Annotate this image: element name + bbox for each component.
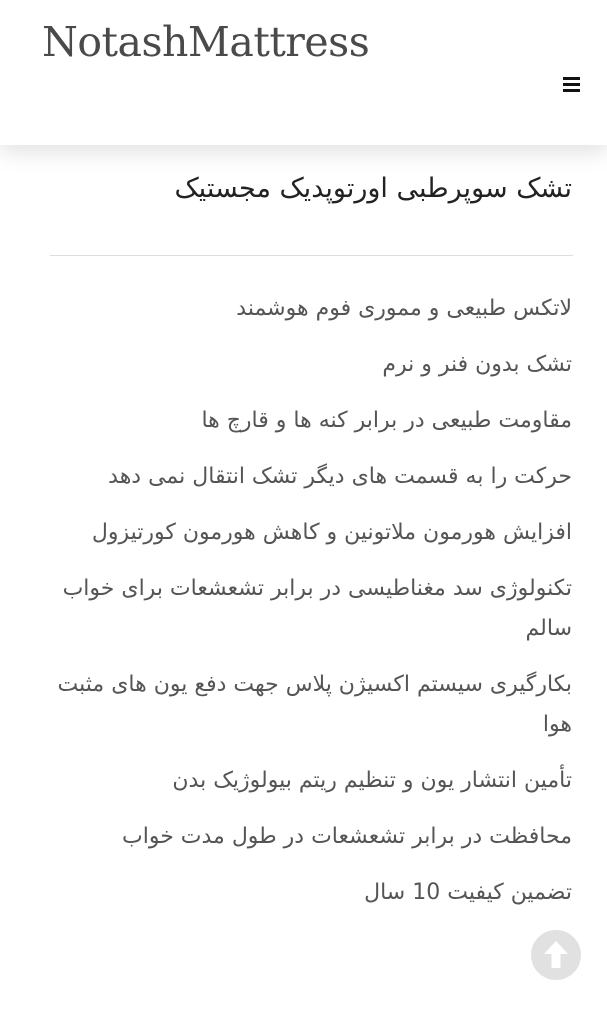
feature-item: افزایش هورمون ملاتونین و کاهش هورمون کورتیزول [91,520,572,545]
menu-bar-top [563,77,580,80]
feature-item: تشک بدون فنر و نرم [382,352,572,377]
title-divider [50,255,573,256]
feature-item: مقاومت طبیعی در برابر کنه ها و قارچ ها [201,408,572,433]
menu-bar-middle [563,83,580,86]
feature-item: تأمین انتشار یون و تنظیم ریتم بیولوژیک بدن [172,768,572,793]
hamburger-menu-icon[interactable] [560,75,584,95]
site-header [0,0,607,145]
feature-item: تضمین کیفیت 10 سال [364,880,572,905]
feature-item: محافظت در برابر تشعشعات در طول مدت خواب [122,824,572,849]
feature-item: بکارگیری سیستم اکسیژن پلاس جهت دفع یون های مثبت هوا [57,672,572,737]
product-title: تشک سوپرطبی اورتوپدیک مجستیک [174,173,572,204]
scroll-to-top-button[interactable] [531,930,581,980]
menu-bar-bottom [563,89,580,92]
feature-item: حرکت را به قسمت های دیگر تشک انتقال نمی دهد [108,464,572,489]
feature-item: تکنولوژی سد مغناطیسی در برابر تشعشعات برای خواب سالم [62,576,572,641]
site-logo[interactable]: NotashMattress [42,18,370,66]
product-content [0,145,607,1024]
arrow-up-icon [531,930,581,980]
feature-list [47,289,572,929]
feature-item: لاتکس طبیعی و مموری فوم هوشمند [236,296,572,321]
